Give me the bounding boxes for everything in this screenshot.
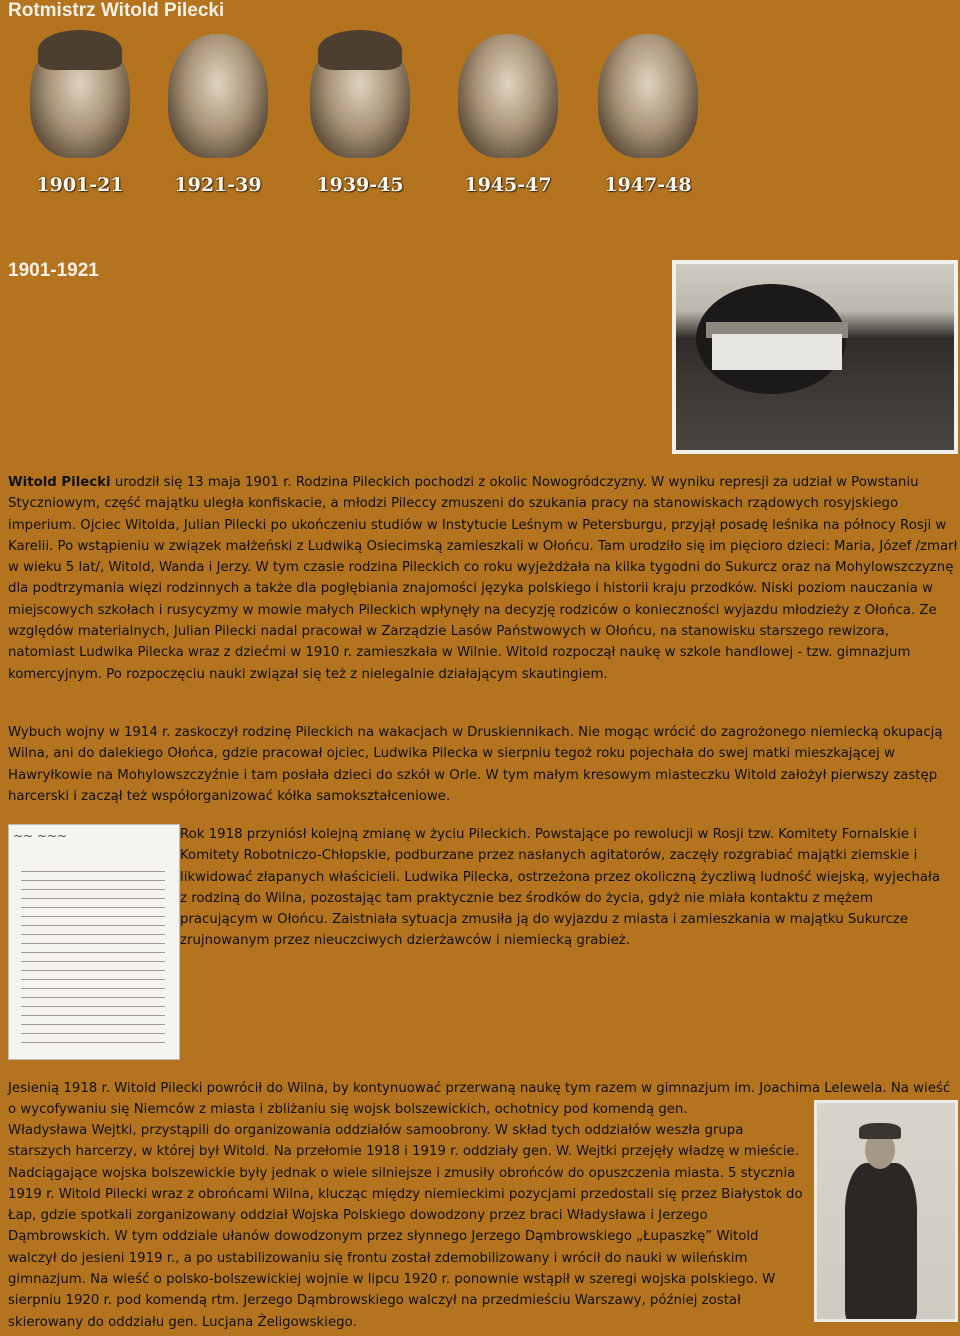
portrait-face [598,34,698,158]
paragraph-autumn-1918: Jesienią 1918 r. Witold Pilecki powrócił do Wilna, by kontynuować przerwaną naukę tym razem w gimnazjum im. Joachima Lelewela. Na wieść o wycofywaniu się Niemców z miasta i zbliżaniu się wojsk bolszewickich, ochotnicy pod komendą gen. [8,1081,951,1118]
paragraph-defense-vilnius: Władysława Wejtki, przystąpili do organizowania oddziałów samoobrony. W skład tych oddziałów weszła grupa starszych harcerzy, w której był Witold. Na przełomie 1918 i 1919 r. oddziały gen. W. Wejtki przejęły władzę w mieście. Nadciągające wojska bolszewickie były jednak o wiele silniejsze i zmusiły obrońców do opuszczenia miasta. 5 stycznia 1919 r. Witold Pilecki wraz z obrońcami Wilna, klucząc między niemieckimi pozycjami przedostali się przez Białystok do Łap, gdzie spotkali zorganizowany oddział Wojska Polskiego dowodzony przez braci Władysława i Jerzego Dąmbrowskich. W tym oddziale ułanów dowodzonym przez słynnego Jerzego Dąmbrowskiego „Łupaszkę” Witold walczył do jesieni 1919 r., a po ustabilizowaniu się frontu został zdemobilizowany i wrócił do nauki w wileńskim gimnazjum. Na wieść o polsko-bolszewickiej wojnie w lipcu 1920 r. ponownie wstąpił w szeregi wojska polskiego. W sierpniu 1920 r. pod komendą rtm. Jerzego Dąmbrowskiego walczył na przedmieściu Warszawy, później został skierowany do oddziału gen. Lucjana Żeligowskiego. [8,1123,803,1330]
family-house-image [676,264,954,450]
portrait-years-label: 1901-21 [36,174,124,196]
letter-lines [21,865,165,1049]
portrait-banner [20,28,720,218]
portrait-years-label: 1945-47 [464,174,552,196]
portrait-cap [318,30,402,70]
portrait-years-label: 1921-39 [174,174,262,196]
portrait-1921-39[interactable] [158,28,278,218]
soldier-portrait-photo [814,1100,958,1322]
letter-scribble: ~~ ~~~ [13,829,68,843]
paragraph-birth [8,472,958,685]
page-title: Rotmistrz Witold Pilecki [8,0,225,21]
portrait-1945-47[interactable] [448,28,568,218]
portrait-1939-45[interactable] [300,28,420,218]
portrait-1901-21[interactable] [20,28,140,218]
section-title: 1901-1921 [8,260,99,281]
portrait-1947-48[interactable] [588,28,708,218]
portrait-years-label: 1939-45 [316,174,404,196]
paragraph-1918: Rok 1918 przyniósł kolejną zmianę w życiu Pileckich. Powstające po rewolucji w Rosji tzw. Komitety Fornalskie i Komitety Robotniczo-Chłopskie, podburzane przez nasłanych agitatorów, zaczęły rozgrabiać majątki ziemskie i likwidować złapanych właścicieli. Ludwika Pilecka, ostrzeżona przez okoliczną życzliwą ludność wiejską, wyjechała z rodziną do Wilna, pozostając tam praktycznie bez środków do życia, gdyż nie miała kontaktu z mężem pracującym w Ołońcu. Zaistniała sytuacja zmusiła ją do wyjazdu z miasta i zamieszkania w majątku Sukurcze zrujnowanym przez nieuczciwych dzierżawców i niemiecką grabież. [180,827,940,949]
figure-body-shape [845,1163,917,1319]
portrait-face [458,34,558,158]
portrait-face [168,34,268,158]
name-highlight: Witold Pilecki [8,475,111,490]
portrait-cap [38,30,122,70]
house-shape [712,334,842,370]
paragraph-birth-text: urodził się 13 maja 1901 r. Rodzina Pileckich pochodzi z okolic Nowogródczyzny. W wyniku represji za udział w Powstaniu Styczniowym, część majątku uległa konfiskacie, a młodzi Pileccy zmuszeni do szukania pracy na stanowiskach rządowych rosyjskiego imperium. Ojciec Witolda, Julian Pilecki po ukończeniu studiów w Instytucie Leśnym w Petersburgu, przyjął posadę leśnika na północy Rosji w Karelii. Po wstąpieniu w związek małżeński z Ludwiką Osiecimską zamieszkali w Ołońcu. Tam urodziło się im pięcioro dzieci: Maria, Józef /zmarł w wieku 5 lat/, Witold, Wanda i Jerzy. W tym czasie rodzina Pileckich co roku wyjeżdżała na kilka tygodni do Sukurcz oraz na Mohylowszczyznę dla podtrzymania więzi rodzinnych a także dla pogłębiania znajomości języka polskiego i historii kraju przodków. Niski poziom nauczania w miejscowych szkołach i rusycyzmy w mowie małych Pileckich wpłynęły na decyzję rodziców o konieczności wyjazdu młodzieży z Ołońca. Ze względów materialnych, Julian Pilecki nadal pracował w Zarządzie Lasów Państwowych w Ołońcu, na stanowisku starszego rewizora, natomiast Ludwika Pilecka wraz z dziećmi w 1910 r. zamieszkała w Wilnie. Witold rozpoczął naukę w szkole handlowej - tzw. gimnazjum komercyjnym. Po rozpoczęciu nauki związał się też z nielegalnie działającym skautingiem. [8,475,958,682]
paragraph-war-1914: Wybuch wojny w 1914 r. zaskoczył rodzinę Pileckich na wakacjach w Druskiennikach. Nie mogąc wrócić do zagrożonego niemiecką okupacją Wilna, ani do dalekiego Ołońca, gdzie pracował ojciec, Ludwika Pilecka w sierpniu tegoż roku pojechała do swej matki mieszkającej w Hawryłkowie na Mohylowszczyźnie i tam posłała dzieci do szkół w Orle. W tym małym kresowym miasteczku Witold założył pierwszy zastęp harcerski i zaczął też współorganizować kółka samokształceniowe. [8,725,943,804]
handwritten-letter-image [8,824,180,1060]
family-house-photo [672,260,958,454]
figure-hat-shape [859,1123,901,1139]
portrait-years-label: 1947-48 [604,174,692,196]
soldier-portrait-image [817,1103,955,1319]
